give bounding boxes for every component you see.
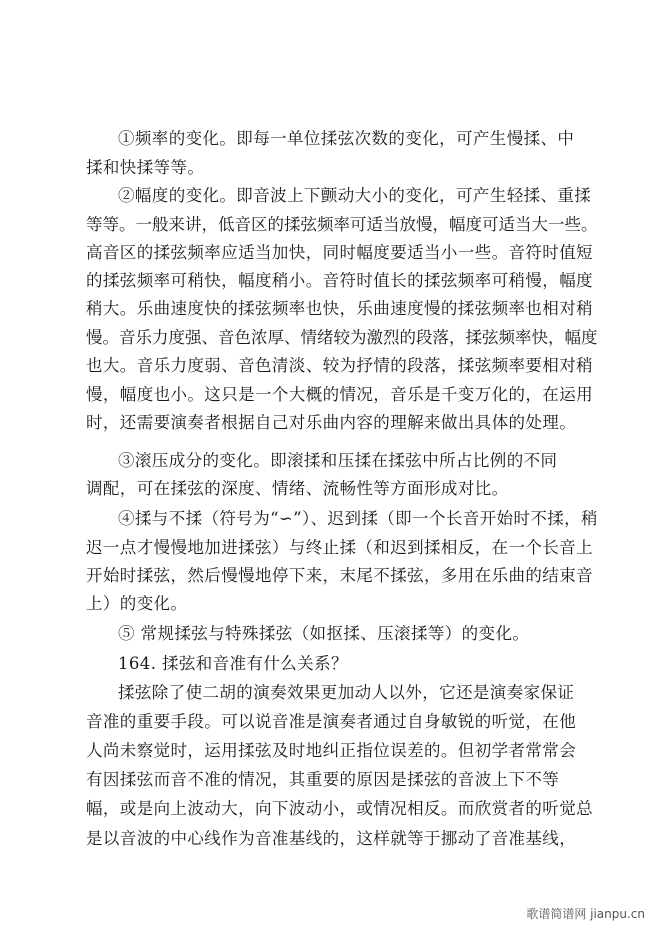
text-line: 慢。音乐力度强、音色浓厚、情绪较为激烈的段落，揉弦频率快，幅度 (86, 328, 598, 347)
text-line: ③滚压成分的变化。即滚揉和压揉在揉弦中所占比例的不同 (118, 451, 558, 470)
text-line: 揉和快揉等等。 (86, 158, 205, 177)
text-line: ①频率的变化。即每一单位揉弦次数的变化，可产生慢揉、中 (118, 129, 575, 148)
site-watermark: 歌谱简谱网 jianpu.cn (526, 907, 645, 921)
text-line: 时，还需要演奏者根据自己对乐曲内容的理解来做出具体的处理。 (86, 413, 577, 432)
text-line: 是以音波的中心线作为音准基线的，这样就等于挪动了音准基线， (86, 829, 577, 848)
text-line: 上）的变化。 (86, 594, 188, 613)
text-line: 音准的重要手段。可以说音准是演奏者通过自身敏锐的听觉，在他 (86, 712, 577, 731)
text-line: 幅，或是向上波动大，向下波动小，或情况相反。而欣赏者的听觉总 (86, 799, 593, 818)
text-line: 开始时揉弦，然后慢慢地停下来，末尾不揉弦，多用在乐曲的结束音 (86, 566, 593, 585)
text-line: 调配，可在揉弦的深度、情绪、流畅性等方面形成对比。 (86, 479, 509, 498)
text-line: ④揉与不揉（符号为“∽”）、迟到揉（即一个长音开始时不揉，稍 (118, 509, 598, 528)
text-line: 有因揉弦而音不准的情况，其重要的原因是揉弦的音波上下不等 (86, 770, 560, 789)
text-line: ②幅度的变化。即音波上下颤动大小的变化，可产生轻揉、重揉 (118, 186, 592, 205)
text-line: 迟一点才慢慢地加进揉弦）与终止揉（和迟到揉相反，在一个长音上 (86, 538, 593, 557)
text-line: 稍大。乐曲速度快的揉弦频率也快，乐曲速度慢的揉弦频率也相对稍 (86, 299, 593, 318)
text-line: ⑤ 常规揉弦与特殊揉弦（如抠揉、压滚揉等）的变化。 (118, 624, 530, 643)
question-heading: 164. 揉弦和音准有什么关系？ (118, 654, 348, 673)
text-line: 揉弦除了使二胡的演奏效果更加动人以外，它还是演奏家保证 (118, 683, 575, 702)
text-line: 等等。一般来讲，低音区的揉弦频率可适当放慢，幅度可适当大一些。 (86, 215, 598, 234)
text-line: 的揉弦频率可稍快，幅度稍小。音符时值长的揉弦频率可稍慢，幅度 (86, 271, 593, 290)
text-line: 人尚未察觉时，运用揉弦及时地纠正指位误差的。但初学者常常会 (86, 741, 577, 760)
text-line: 高音区的揉弦频率应适当加快，同时幅度要适当小一些。音符时值短 (86, 243, 593, 262)
text-line: 慢，幅度也小。这只是一个大概的情况，音乐是千变万化的，在运用 (86, 385, 593, 404)
text-line: 也大。音乐力度弱、音色清淡、较为抒情的段落，揉弦频率要相对稍 (86, 356, 593, 375)
